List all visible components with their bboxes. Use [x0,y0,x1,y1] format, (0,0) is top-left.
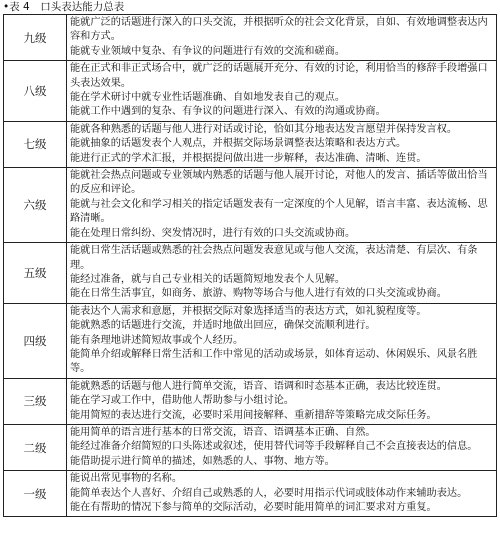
descriptor-line: 能就社会热点问题或专业领域内熟悉的话题与他人展开讨论，对他人的发言、插话等做出恰当的反应和评论。 [70,170,488,196]
level-description [67,168,497,243]
table-row [4,471,497,517]
descriptor-line: 能就熟悉的话题与他人进行简单交流，语音、语调和时态基本正确，表达比较连贯。 [70,380,447,392]
table-row [4,424,497,470]
descriptor-line: 能进行正式的学术汇报，并根据提问做出进一步解释，表达准确、清晰、连贯。 [70,152,427,164]
level-description [67,15,497,61]
descriptor-line: 能在学习或工作中，借助他人帮助参与小组讨论。 [70,395,295,407]
table-body [4,15,497,517]
descriptor-line: 能就与社会文化和学习相关的指定话题发表有一定深度的个人见解，语言丰富、表达流畅、思路清晰。 [70,198,488,225]
descriptor-line: 能在正式和非正式场合中，就广泛的话题展开充分、有效的讨论，利用恰当的修辞手段增强口头表达效果。 [70,63,488,89]
descriptor-line: 能就熟悉的话题进行交流，并适时地做出回应，确保交流顺利进行。 [70,320,376,332]
descriptor-line: 能在学术研讨中就专业性话题准确、自如地发表自己的观点。 [70,92,346,104]
descriptor-line: 能用简单的语言进行基本的日常交流，语音、语调基本正确、自然。 [70,426,376,438]
level-description [67,61,497,122]
descriptor-line: 能借助提示进行简单的描述，如熟悉的人、事物、地方等。 [70,455,335,467]
level-label: 六级 [4,168,67,243]
level-description [67,303,497,378]
descriptor-line: 能在处理日常纠纷、突发情况时，进行有效的口头交流或协商。 [70,227,356,239]
descriptor-line: 能简单表达个人喜好、介绍自己或熟悉的人，必要时用指示代词或肢体动作来辅助表达。 [70,487,468,499]
table-caption: •表 4 口头表达能力总表 [3,1,125,13]
descriptor-line: 能就抽象的话题发表个人观点，并根据交际场景调整表达策略和表达方式。 [70,138,407,150]
descriptor-line: 能经过准备介绍简短的口头陈述或叙述，使用替代词等手段解释自己不会直接表达的信息。 [70,441,478,453]
table-row [4,243,497,304]
table-row [4,168,497,243]
level-label: 八级 [4,61,67,122]
level-label: 九级 [4,15,67,61]
descriptor-line: 能说出常见事物的名称。 [70,473,183,485]
level-label: 四级 [4,303,67,378]
level-description [67,471,497,517]
descriptor-line: 能简单介绍或解释日常生活和工作中常见的活动或场景，如体育运动、休闲娱乐、风景名胜等。 [70,348,478,375]
level-description [67,378,497,424]
table-row [4,378,497,424]
table-row [4,121,497,167]
level-description [67,243,497,304]
level-description [67,121,497,167]
descriptor-line: 能就工作中遇到的复杂、有争议的问题进行深入、有效的沟通或协商。 [70,106,386,118]
level-description [67,424,497,470]
descriptor-line: 能就专业领域中复杂、有争议的问题进行有效的交流和磋商。 [70,45,346,57]
descriptor-line: 能就日常生活话题或熟悉的社会热点问题发表意见或与他人交流，表达清楚、有层次、有条理。 [70,245,478,271]
table-row [4,15,497,61]
descriptor-line: 能有条理地讲述简短故事或个人经历。 [70,334,244,346]
table-row [4,61,497,122]
oral-expression-table [3,14,497,517]
descriptor-line: 能就各种熟悉的话题与他人进行对话或讨论，恰如其分地表达发言愿望并保持发言权。 [70,123,458,135]
descriptor-line: 能经过准备，就与自己专业相关的话题简短地发表个人见解。 [70,273,346,285]
level-label: 五级 [4,243,67,304]
descriptor-line: 能在有帮助的情况下参与简单的交际活动，必要时能用简单的词汇要求对方重复。 [70,502,437,513]
level-label: 二级 [4,424,67,470]
descriptor-line: 能表达个人需求和意愿，并根据交际对象选择适当的表达方式，如礼貌程度等。 [70,305,427,317]
level-label: 一级 [4,471,67,517]
descriptor-line: 能用简短的表达进行交流，必要时采用间接解释、重新措辞等策略完成交际任务。 [70,409,437,421]
descriptor-line: 能在日常生活事宜，如商务、旅游、购物等场合与他人进行有效的口头交流或协商。 [70,288,447,300]
descriptor-line: 能就广泛的话题进行深入的口头交流，并根据听众的社会文化背景，自如、有效地调整表达内容和方式。 [70,17,488,43]
level-label: 三级 [4,378,67,424]
level-label: 七级 [4,121,67,167]
table-row [4,303,497,378]
